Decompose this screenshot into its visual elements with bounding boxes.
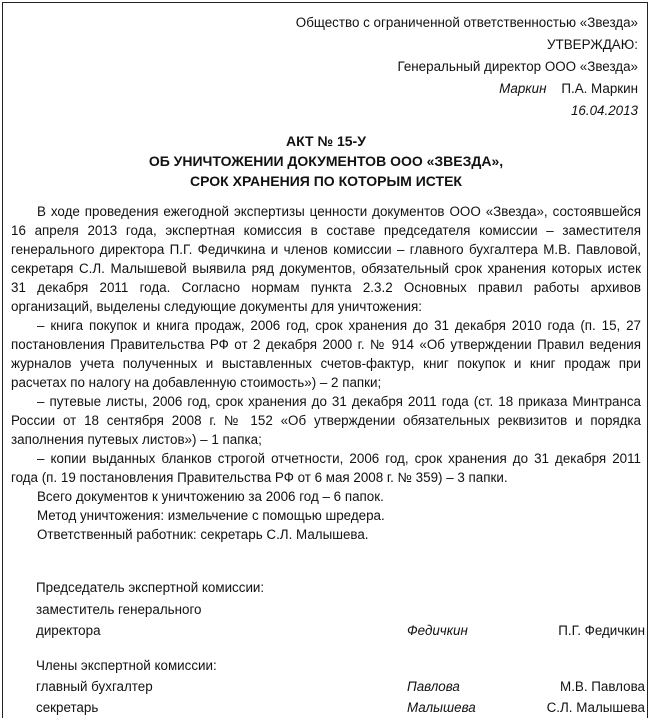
document-item-2: – путевые листы, 2006 год, срок хранения до 31 декабря 2011 года (ст. 18 приказа Минтранса России от 18 сентября 2008 г. № 152 «Об утверждении обязательных реквизитов и порядка заполнения путевых листов») – 1 папка; [11,394,641,447]
title-line-3: СРОК ХРАНЕНИЯ ПО КОТОРЫМ ИСТЕК [190,173,462,189]
member-2-name: С.Л. Малышева [546,700,645,715]
director-position: Генеральный директор ООО «Звезда» [397,59,638,74]
document-item-1: – книга покупок и книга продаж, 2006 год, срок хранения до 31 декабря 2010 года (п. 15, 27 постановления Правительства РФ от 2 декабря 2000 г. № 914 «Об утверждении Правил ведения журналов учета полученных и выставленных счетов-фактур, книг покупок и книг продаж при расчетах по налогу на добавленную стоимость») – 2 папки; [11,318,641,390]
director-signature: Маркин [499,81,547,96]
document-item-3: – копии выданных бланков строгой отчетности, 2006 год, срок хранения до 31 декабря 2011 года (п. 19 постановления Правительства РФ от 6 мая 2008 г. № 359) – 3 папки. [11,451,641,485]
chair-name: П.Г. Федичкин [558,623,645,638]
document-title [3,131,649,191]
chair-heading-row [36,578,645,598]
member-2-row [36,698,645,718]
director-signature-line [178,78,638,100]
approval-block [178,12,638,122]
approval-date: 16.04.2013 [570,103,638,118]
document-frame [2,2,648,718]
chair-role-row-1 [36,600,645,620]
director-name: П.А. Маркин [561,81,638,96]
member-1-role: главный бухгалтер [36,679,153,694]
chair-signature: Федичкин [407,623,468,638]
member-1-signature: Павлова [407,679,460,694]
approve-label: УТВЕРЖДАЮ: [547,37,638,52]
chair-signature-row [36,621,645,641]
title-line-1: АКТ № 15-У [286,133,366,149]
members-heading: Члены экспертной комиссии: [36,658,217,673]
member-2-signature: Малышева [407,700,476,715]
chair-role-2: директора [36,623,101,638]
responsible-line: Ответственный работник: секретарь С.Л. Малышева. [37,527,369,542]
chair-heading: Председатель экспертной комиссии: [36,580,265,595]
method-line: Метод уничтожения: измельчение с помощью шредера. [37,508,385,523]
intro-paragraph: В ходе проведения ежегодной экспертизы ценности документов ООО «Звезда», состоявшейся 16 апреля 2013 года, экспертная комиссия в составе председателя комиссии – заместителя генерального директора П.Г. Федичкина и членов комиссии – главного бухгалтера М.В. Павловой, секретаря С.Л. Малышевой выявила ряд документов, обязательный срок хранения которых истек 31 декабря 2011 года. Согласно нормам пункта 2.3.2 Основных правил работы архивов организаций, выделены следующие документы для уничтожения: [11,204,641,314]
members-heading-row [36,656,645,676]
document-body [11,202,641,544]
member-1-name: М.В. Павлова [560,679,645,694]
chair-role-1: заместитель генерального [36,602,202,617]
total-line: Всего документов к уничтожению за 2006 год – 6 папок. [37,489,384,504]
title-line-2: ОБ УНИЧТОЖЕНИИ ДОКУМЕНТОВ ООО «ЗВЕЗДА», [148,153,504,169]
company-name: Общество с ограниченной ответственностью «Звезда» [295,15,638,30]
member-1-row [36,677,645,697]
member-2-role: секретарь [36,700,99,715]
